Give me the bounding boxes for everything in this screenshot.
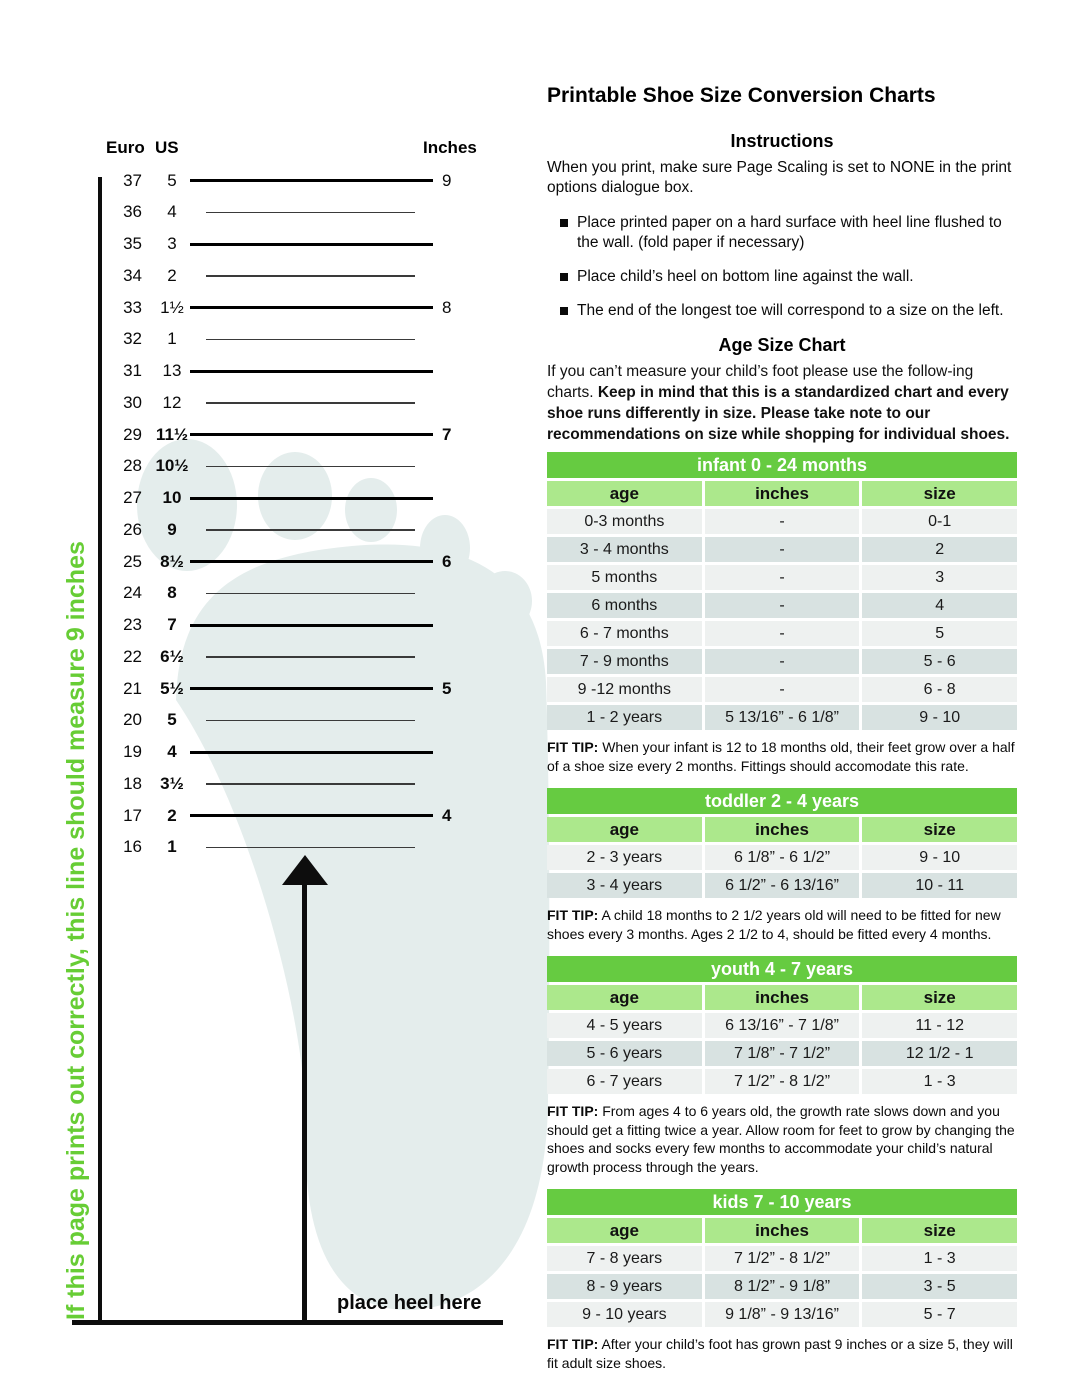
table-row	[547, 845, 1017, 870]
table-cell: 6 13/16” - 7 1/8”	[705, 1013, 860, 1038]
ruler-us-9: 9	[167, 519, 177, 539]
ruler-euro-25: 25	[123, 551, 142, 571]
measure-arrow-up-icon	[282, 855, 328, 885]
ruler-us-12: 12	[162, 392, 182, 412]
table-cell: 7 1/2” - 8 1/2”	[705, 1069, 860, 1094]
table-row	[547, 677, 1017, 702]
table-cell: 10 - 11	[862, 873, 1017, 898]
ruler-us-11½: 11½	[155, 424, 189, 444]
fit-tip-label: FIT TIP:	[547, 739, 599, 755]
ruler-euro-31: 31	[123, 361, 142, 381]
inches-column-header: Inches	[423, 138, 477, 157]
column-header-size: size	[862, 817, 1017, 842]
instructions-heading: Instructions	[730, 131, 834, 151]
ruler-us-4: 4	[167, 742, 177, 762]
table-row	[547, 1013, 1017, 1038]
table-cell: 6 - 7 years	[547, 1069, 702, 1094]
table-row	[547, 509, 1017, 534]
square-bullet-icon	[560, 307, 568, 315]
ruler-size-line	[206, 783, 415, 785]
fit-tip: FIT TIP: From ages 4 to 6 years old, the growth rate slows down and you should get a fitting twice a year. Allow room for feet to grow by changing the shoes and socks every few months to accommodate your child’s natural growth process through the years.	[547, 1103, 1015, 1175]
ruler-size-line	[190, 624, 433, 627]
table-cell: 4	[862, 593, 1017, 618]
table-cell: 7 1/2” - 8 1/2”	[705, 1246, 860, 1271]
fit-tip-label: FIT TIP:	[547, 907, 599, 923]
age-size-table-1	[547, 788, 1017, 943]
euro-column-header: Euro	[106, 138, 145, 157]
table-cell: 3 - 5	[862, 1274, 1017, 1299]
table-cell: 1 - 2 years	[547, 705, 702, 730]
table-cell: 3 - 4 months	[547, 537, 702, 562]
column-header-size: size	[862, 481, 1017, 506]
table-title: youth 4 - 7 years	[547, 956, 1017, 982]
table-row	[547, 649, 1017, 674]
ruler-euro-17: 17	[123, 805, 142, 825]
table-cell: 6 months	[547, 593, 702, 618]
table-cell: 9 - 10 years	[547, 1302, 702, 1327]
age-intro-regular: If you can’t measure your child’s foot please use the follow-ing charts.	[547, 363, 974, 401]
ruler-inch-6: 6	[442, 551, 452, 571]
instruction-bullet-text: Place child’s heel on bottom line against the wall.	[577, 268, 914, 285]
ruler-euro-18: 18	[123, 773, 142, 793]
fit-tip-label: FIT TIP:	[547, 1103, 599, 1119]
ruler-euro-30: 30	[123, 392, 142, 412]
ruler-euro-16: 16	[123, 837, 142, 857]
instructions-intro: When you print, make sure Page Scaling is set to NONE in the print options dialogue box.	[547, 159, 1012, 196]
age-size-chart-heading: Age Size Chart	[718, 335, 846, 355]
age-size-tables	[547, 452, 1017, 1372]
table-cell: 5 - 6 years	[547, 1041, 702, 1066]
ruler-inch-9: 9	[442, 170, 452, 190]
ruler-size-line	[206, 212, 415, 214]
instruction-bullet-text: The end of the longest toe will correspond to a size on the left.	[577, 302, 1004, 319]
measure-arrow-shaft	[302, 883, 307, 1321]
table-cell: 5 13/16” - 6 1/8”	[705, 705, 860, 730]
table-cell: 12 1/2 - 1	[862, 1041, 1017, 1066]
age-intro-bold: Keep in mind that this is a standardized chart and every shoe runs differently in size. Please take note to our recommendations on size while shopping for individual shoes.	[547, 384, 1010, 443]
heel-baseline	[72, 1320, 503, 1325]
column-header-age: age	[547, 1218, 702, 1243]
table-cell: 6 - 8	[862, 677, 1017, 702]
table-cell: 11 - 12	[862, 1013, 1017, 1038]
table-row	[547, 593, 1017, 618]
instruction-bullet-text: Place printed paper on a hard surface with heel line flushed to the wall. (fold paper if necessary)	[577, 214, 1002, 251]
ruler-size-line	[206, 593, 415, 595]
table-cell: 5	[862, 621, 1017, 646]
table-cell: 2 - 3 years	[547, 845, 702, 870]
ruler-us-3½: 3½	[160, 773, 184, 793]
table-row	[547, 565, 1017, 590]
ruler-us-10½: 10½	[155, 456, 189, 476]
age-size-table-2	[547, 956, 1017, 1176]
ruler-size-line	[206, 402, 415, 404]
ruler-us-2: 2	[167, 265, 177, 285]
ruler-size-line	[190, 433, 433, 436]
ruler-size-line	[206, 529, 415, 531]
table-cell: 1 - 3	[862, 1069, 1017, 1094]
ruler-euro-27: 27	[123, 488, 142, 508]
ruler-size-line	[190, 751, 433, 754]
table-cell: -	[705, 537, 860, 562]
table-cell: 2	[862, 537, 1017, 562]
ruler-euro-32: 32	[123, 329, 142, 349]
ruler-euro-21: 21	[123, 678, 142, 698]
ruler-size-line	[190, 306, 433, 309]
ruler-euro-22: 22	[123, 646, 142, 666]
ruler-euro-36: 36	[123, 202, 142, 222]
ruler-euro-23: 23	[123, 615, 142, 635]
fit-tip: FIT TIP: When your infant is 12 to 18 months old, their feet grow over a half of a shoe size every 2 months. Fittings should accomodate this rate.	[547, 739, 1015, 774]
table-row	[547, 705, 1017, 730]
ruler-euro-35: 35	[123, 234, 142, 254]
ruler-us-5: 5	[167, 170, 177, 190]
ruler-inch-5: 5	[442, 678, 452, 698]
column-header-size: size	[862, 1218, 1017, 1243]
table-cell: 8 - 9 years	[547, 1274, 702, 1299]
instruction-bullet	[547, 267, 1017, 287]
column-header-inches: inches	[705, 481, 860, 506]
ruler-size-line	[206, 466, 415, 468]
fit-tip: FIT TIP: A child 18 months to 2 1/2 years old will need to be fitted for new shoes every 3 months. Ages 2 1/2 to 4, should be fitted every 4 months.	[547, 907, 1001, 942]
ruler-size-line	[206, 720, 415, 722]
instruction-bullet	[547, 301, 1017, 321]
table-row	[547, 621, 1017, 646]
ruler-us-13: 13	[162, 361, 182, 381]
table-title: kids 7 - 10 years	[547, 1189, 1017, 1215]
column-header-inches: inches	[705, 817, 860, 842]
table-cell: 0-3 months	[547, 509, 702, 534]
table-row	[547, 873, 1017, 898]
table-cell: 6 1/8” - 6 1/2”	[705, 845, 860, 870]
table-cell: 9 -12 months	[547, 677, 702, 702]
age-size-chart-intro	[547, 361, 1017, 445]
table-cell: 3	[862, 565, 1017, 590]
ruler-us-5½: 5½	[160, 678, 184, 698]
table-cell: 3 - 4 years	[547, 873, 702, 898]
age-size-table-0	[547, 452, 1017, 775]
table-row	[547, 1274, 1017, 1299]
table-cell: 8 1/2” - 9 1/8”	[705, 1274, 860, 1299]
ruler-us-1: 1	[167, 329, 177, 349]
table-cell: 6 1/2” - 6 13/16”	[705, 873, 860, 898]
print-check-note: If this page prints out correctly, this line should measure 9 inches	[62, 541, 90, 1320]
table-cell: 7 1/8” - 7 1/2”	[705, 1041, 860, 1066]
square-bullet-icon	[560, 219, 568, 227]
ruler-size-line	[190, 179, 433, 182]
table-cell: 5 - 6	[862, 649, 1017, 674]
column-header-age: age	[547, 985, 702, 1010]
ruler-us-7: 7	[167, 615, 177, 635]
ruler-us-5: 5	[167, 710, 177, 730]
ruler-size-line	[206, 339, 415, 341]
ruler-size-line	[190, 814, 433, 817]
table-cell: -	[705, 677, 860, 702]
table-header-row	[547, 481, 1017, 506]
ruler-euro-33: 33	[123, 297, 142, 317]
ruler-us-6½: 6½	[160, 646, 184, 666]
ruler-size-line	[190, 497, 433, 500]
table-cell: 0-1	[862, 509, 1017, 534]
table-cell: -	[705, 509, 860, 534]
ruler-us-3: 3	[167, 234, 177, 254]
table-cell: 4 - 5 years	[547, 1013, 702, 1038]
table-cell: 9 1/8” - 9 13/16”	[705, 1302, 860, 1327]
table-cell: -	[705, 565, 860, 590]
table-row	[547, 1302, 1017, 1327]
ruler-euro-19: 19	[123, 742, 142, 762]
table-title: infant 0 - 24 months	[547, 452, 1017, 478]
column-header-inches: inches	[705, 985, 860, 1010]
ruler-us-2: 2	[167, 805, 177, 825]
table-cell: 7 - 8 years	[547, 1246, 702, 1271]
table-header-row	[547, 817, 1017, 842]
column-header-inches: inches	[705, 1218, 860, 1243]
ruler-inch-8: 8	[442, 297, 452, 317]
ruler-euro-26: 26	[123, 519, 142, 539]
ruler-euro-37: 37	[123, 170, 142, 190]
table-cell: -	[705, 649, 860, 674]
instruction-bullet	[547, 213, 1017, 253]
ruler-us-8: 8	[167, 583, 177, 603]
table-cell: -	[705, 593, 860, 618]
ruler-euro-28: 28	[123, 456, 142, 476]
ruler-euro-34: 34	[123, 265, 142, 285]
ruler-euro-20: 20	[123, 710, 142, 730]
table-cell: -	[705, 621, 860, 646]
column-header-age: age	[547, 481, 702, 506]
ruler-us-10: 10	[162, 488, 182, 508]
ruler-size-line	[190, 243, 433, 246]
us-column-header: US	[155, 138, 179, 157]
place-heel-here-label: place heel here	[337, 1292, 482, 1314]
ruler-us-1½: 1½	[160, 297, 184, 317]
ruler-us-4: 4	[167, 202, 177, 222]
table-row	[547, 1069, 1017, 1094]
table-row	[547, 1041, 1017, 1066]
ruler-size-line	[206, 275, 415, 277]
ruler-size-line	[190, 370, 433, 373]
age-size-table-3	[547, 1189, 1017, 1372]
table-cell: 9 - 10	[862, 845, 1017, 870]
table-cell: 5 - 7	[862, 1302, 1017, 1327]
table-cell: 9 - 10	[862, 705, 1017, 730]
table-header-row	[547, 985, 1017, 1010]
table-cell: 6 - 7 months	[547, 621, 702, 646]
fit-tip: FIT TIP: After your child’s foot has grown past 9 inches or a size 5, they will fit adult size shoes.	[547, 1336, 1013, 1371]
table-cell: 1 - 3	[862, 1246, 1017, 1271]
fit-tip-label: FIT TIP:	[547, 1336, 599, 1352]
table-cell: 7 - 9 months	[547, 649, 702, 674]
table-header-row	[547, 1218, 1017, 1243]
ruler-inch-4: 4	[442, 805, 452, 825]
ruler-size-line	[206, 656, 415, 658]
square-bullet-icon	[560, 273, 568, 281]
ruler-us-8½: 8½	[160, 551, 184, 571]
ruler-us-1: 1	[167, 837, 177, 857]
ruler-euro-29: 29	[123, 424, 142, 444]
table-row	[547, 537, 1017, 562]
ruler-euro-24: 24	[123, 583, 142, 603]
content-column	[547, 84, 1017, 1385]
table-row	[547, 1246, 1017, 1271]
column-header-size: size	[862, 985, 1017, 1010]
ruler-size-line	[206, 847, 415, 849]
table-title: toddler 2 - 4 years	[547, 788, 1017, 814]
column-header-age: age	[547, 817, 702, 842]
ruler-size-line	[190, 687, 433, 690]
page-title: Printable Shoe Size Conversion Charts	[547, 84, 936, 107]
table-cell: 5 months	[547, 565, 702, 590]
ruler-inch-7: 7	[442, 424, 452, 444]
ruler-size-line	[190, 560, 433, 563]
